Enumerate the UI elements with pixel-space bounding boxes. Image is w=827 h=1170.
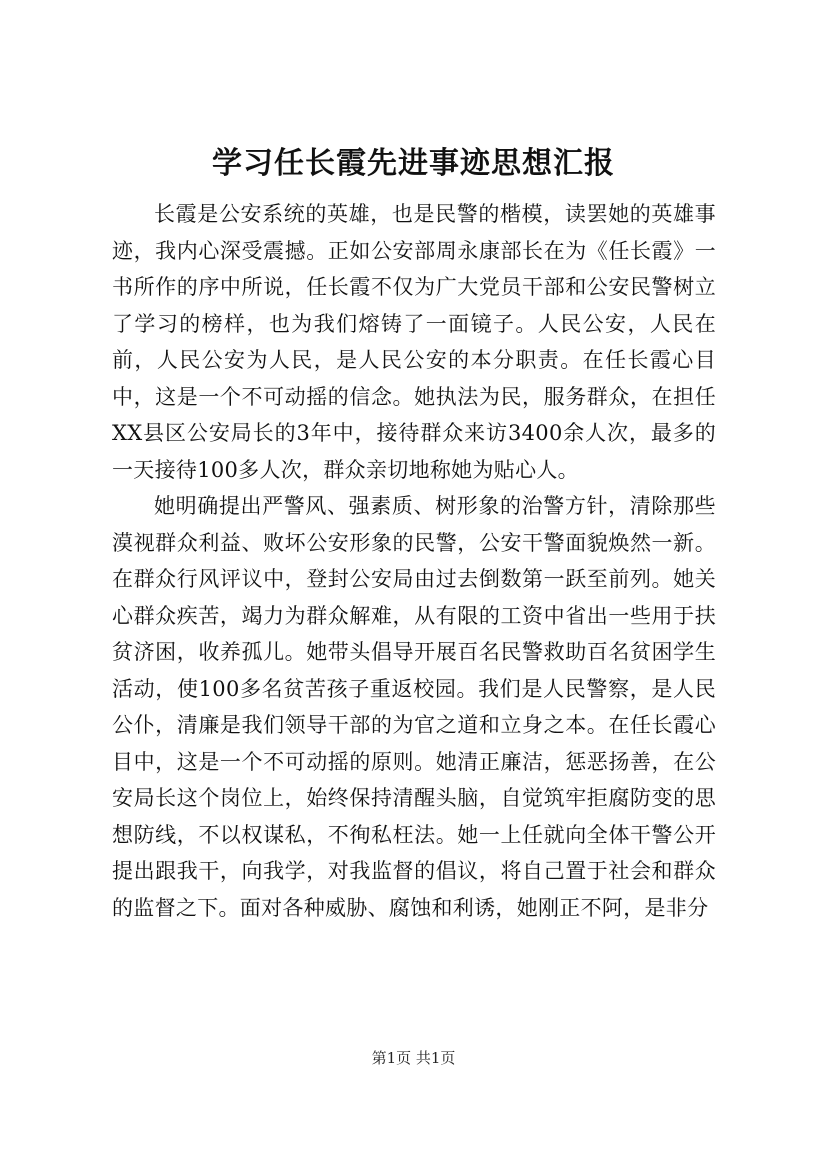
paragraph-1: 长霞是公安系统的英雄，也是民警的楷模，读罢她的英雄事迹，我内心深受震撼。正如公安部周永康部长在为《任长霞》一书所作的序中所说，任长霞不仅为广大党员干部和公安民警树立了学习的榜样，也为我们熔铸了一面镜子。人民公安，人民在前，人民公安为人民，是人民公安的本分职责。在任长霞心目中，这是一个不可动摇的信念。她执法为民，服务群众，在担任XX县区公安局长的3年中，接待群众来访3400余人次，最多的一天接待100多人次，群众亲切地称她为贴心人。: [112, 202, 716, 482]
page-footer: 第1页 共1页: [371, 1049, 456, 1067]
document-title: 学习任长霞先进事迹思想汇报: [212, 146, 615, 181]
document-body: [112, 196, 716, 926]
paragraph-2: 她明确提出严警风、强素质、树形象的治警方针，清除那些漠视群众利益、败坏公安形象的民警，公安干警面貌焕然一新。在群众行风评议中，登封公安局由过去倒数第一跃至前列。她关心群众疾苦，竭力为群众解难，从有限的工资中省出一些用于扶贫济困，收养孤儿。她带头倡导开展百名民警救助百名贫困学生活动，使100多名贫苦孩子重返校园。我们是人民警察，是人民公仆，清廉是我们领导干部的为官之道和立身之本。在任长霞心目中，这是一个不可动摇的原则。她清正廉洁，惩恶扬善，在公安局长这个岗位上，始终保持清醒头脑，自觉筑牢拒腐防变的思想防线，不以权谋私，不徇私枉法。她一上任就向全体干警公开提出跟我干，向我学，对我监督的倡议，将自己置于社会和群众的监督之下。面对各种威胁、腐蚀和利诱，她刚正不阿，是非分: [112, 494, 716, 920]
